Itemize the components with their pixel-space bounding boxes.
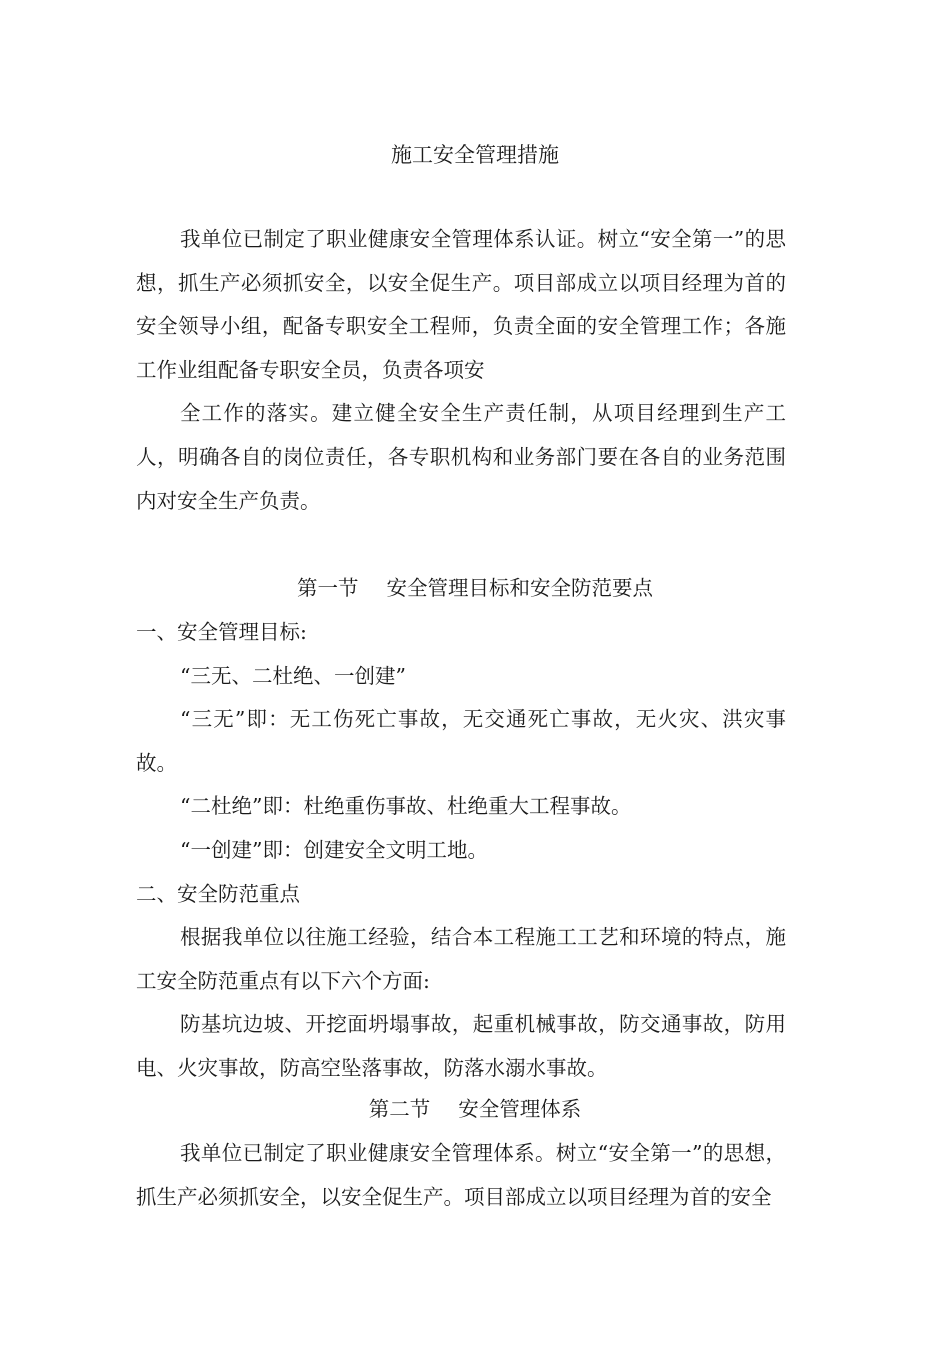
section-2-title: 安全管理体系 xyxy=(458,1097,582,1121)
section-1-body xyxy=(136,611,786,1091)
section-2-paragraph: 我单位已制定了职业健康安全管理体系。树立“安全第一”的思想，抓生产必须抓安全，以安全促生产。项目部成立以项目经理为首的安全 xyxy=(136,1141,786,1209)
intro-block xyxy=(136,218,786,523)
section-1-number: 第一节 xyxy=(297,576,359,600)
goal-two-avoid: “二杜绝”即：杜绝重伤事故、杜绝重大工程事故。 xyxy=(180,794,632,819)
section-1-heading xyxy=(0,573,950,603)
subsection-2-heading: 二、安全防范重点 xyxy=(136,881,300,906)
section-2-number: 第二节 xyxy=(368,1097,431,1121)
intro-paragraph-2: 全工作的落实。建立健全安全生产责任制，从项目经理到生产工人，明确各自的岗位责任，各专职机构和业务部门要在各自的业务范围内对安全生产负责。 xyxy=(136,401,786,513)
goal-three-no: “三无”即：无工伤死亡事故，无交通死亡事故，无火灾、洪灾事故。 xyxy=(136,707,786,775)
prevention-list: 防基坑边坡、开挖面坍塌事故，起重机械事故，防交通事故，防用电、火灾事故，防高空坠落事故，防落水溺水事故。 xyxy=(136,1012,786,1080)
section-2-body xyxy=(136,1132,786,1219)
prevention-intro: 根据我单位以往施工经验，结合本工程施工工艺和环境的特点，施工安全防范重点有以下六个方面: xyxy=(136,925,786,993)
intro-paragraph-1: 我单位已制定了职业健康安全管理体系认证。树立“安全第一”的思想，抓生产必须抓安全，以安全促生产。项目部成立以项目经理为首的安全领导小组，配备专职安全工程师，负责全面的安全管理工作；各施工作业组配备专职安全员，负责各项安 xyxy=(136,227,786,382)
section-2-heading xyxy=(0,1094,950,1124)
goal-slogan: “三无、二杜绝、一创建” xyxy=(180,663,406,688)
document-title: 施工安全管理措施 xyxy=(391,143,559,167)
goal-one-create: “一创建”即：创建安全文明工地。 xyxy=(180,837,488,862)
section-1-title: 安全管理目标和安全防范要点 xyxy=(386,576,653,600)
subsection-1-heading: 一、安全管理目标: xyxy=(136,620,307,644)
